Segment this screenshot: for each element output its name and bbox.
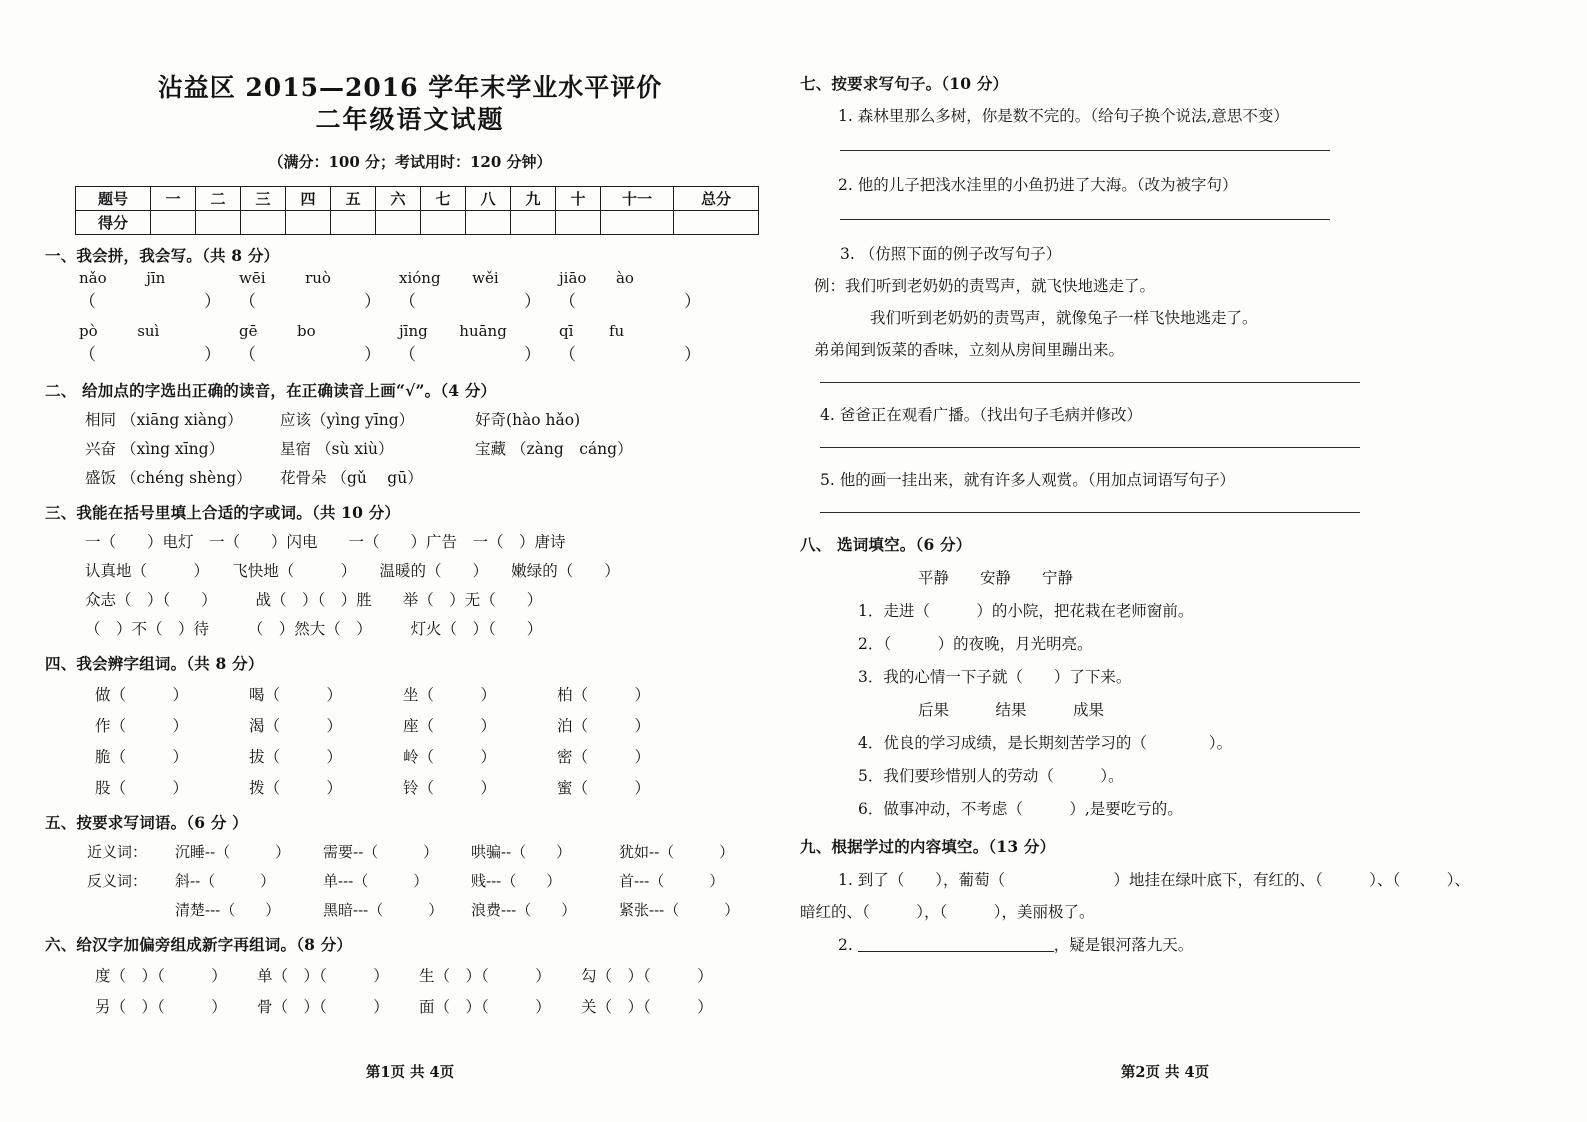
charword-item[interactable]: 作（ ） <box>95 716 189 735</box>
section-9-heading: 九、根据学过的内容填空。（13 分） <box>800 837 1056 856</box>
score-table <box>75 186 759 235</box>
pron-word: 应该 <box>280 410 312 429</box>
pinyin-syllable: nǎo <box>79 268 107 287</box>
score-cell-5[interactable] <box>331 210 376 234</box>
charword-item[interactable]: 渴（ ） <box>249 716 343 735</box>
pron-options[interactable]: （xiāng xiàng） <box>120 410 243 429</box>
score-cell-6[interactable] <box>376 210 421 234</box>
section-4-row <box>95 776 775 798</box>
radical-item[interactable]: 单（ ）（ ） <box>257 966 389 985</box>
radical-item[interactable]: 勾（ ）（ ） <box>581 966 713 985</box>
close-paren: ） <box>684 344 701 365</box>
score-cell-2[interactable] <box>196 210 241 234</box>
q2-text: ，疑是银河落九天。 <box>1053 936 1194 954</box>
pron-options[interactable]: (hào hǎo) <box>506 410 581 429</box>
open-paren: （ <box>399 291 416 312</box>
answer-line[interactable] <box>820 512 1360 513</box>
section-7-q4: 4. 爸爸正在观看广播。（找出句子毛病并修改） <box>820 406 1142 424</box>
score-col-5: 五 <box>331 186 376 210</box>
pinyin-syllable: jīng <box>399 321 428 340</box>
antonym-label: 反义词： <box>87 871 148 890</box>
pinyin-group-6 <box>239 322 399 340</box>
antonym-label-cont <box>87 899 175 920</box>
answer-line[interactable] <box>820 382 1360 383</box>
score-table-value-row <box>76 210 759 234</box>
pron-word: 兴奋 <box>85 439 117 458</box>
pronunciation-item[interactable] <box>280 437 475 459</box>
section-8-q1[interactable]: 1．走进（ ）的小院，把花栽在老师窗前。 <box>858 602 1194 620</box>
pron-options[interactable]: （gǔ gū） <box>331 468 423 487</box>
close-paren: ） <box>364 344 381 365</box>
answer-blank[interactable] <box>79 287 239 312</box>
pron-word: 宝藏 <box>475 439 507 458</box>
score-col-3: 三 <box>241 186 286 210</box>
pinyin-syllable: xióng <box>399 268 441 287</box>
synonym-item[interactable]: 沉睡--（ ） <box>175 842 291 861</box>
pinyin-syllable: jīn <box>146 268 166 287</box>
pron-options[interactable]: （chéng shèng） <box>120 468 252 487</box>
open-paren: （ <box>79 291 96 312</box>
answer-blank[interactable] <box>79 340 239 365</box>
charword-item[interactable]: 股（ ） <box>95 778 189 797</box>
pronunciation-row <box>85 466 775 488</box>
antonym-item[interactable]: 单---（ ） <box>323 871 429 890</box>
open-paren: （ <box>399 344 416 365</box>
pinyin-syllable: pò <box>79 321 98 340</box>
section-4-row <box>95 745 775 767</box>
left-column <box>45 0 775 1122</box>
pron-word: 星宿 <box>280 439 312 458</box>
pinyin-syllable: suì <box>137 321 160 340</box>
section-8-word-bank-2: 后果 结果 成果 <box>918 701 1105 719</box>
pron-word: 相同 <box>85 410 117 429</box>
pinyin-syllable: ruò <box>305 268 331 287</box>
pinyin-syllable: jiāo <box>559 268 587 287</box>
page-subtitle: 二年级语文试题 <box>315 105 505 134</box>
pinyin-syllable: ào <box>615 268 634 287</box>
pinyin-syllable: fu <box>608 321 625 340</box>
section-4-heading: 四、我会辨字组词。（共 8 分） <box>45 653 264 673</box>
charword-item[interactable]: 座（ ） <box>403 716 497 735</box>
q2-number: 2. <box>838 936 853 954</box>
radical-item[interactable]: 面（ ）（ ） <box>419 997 551 1016</box>
pron-word: 盛饭 <box>85 468 117 487</box>
close-paren: ） <box>684 291 701 312</box>
pinyin-group-2 <box>239 269 399 287</box>
section-9-q2[interactable] <box>838 933 1530 955</box>
answer-paren-row-2 <box>79 340 775 365</box>
antonym-item[interactable]: 斜--（ ） <box>175 871 276 890</box>
section-8-q5[interactable]: 5．我们要珍惜别人的劳动（ ）。 <box>858 767 1124 785</box>
charword-item[interactable]: 做（ ） <box>95 685 189 704</box>
section-6-heading: 六、给汉字加偏旁组成新字再组词。（8 分） <box>45 934 353 954</box>
score-cell-4[interactable] <box>286 210 331 234</box>
section-8-q6[interactable]: 6．做事冲动，不考虑（ ）,是要吃亏的。 <box>858 800 1183 818</box>
section-5-row <box>87 870 775 891</box>
score-cell-11[interactable] <box>601 210 674 234</box>
pron-options[interactable]: （yìng yīng） <box>311 410 415 429</box>
pinyin-syllable: qī <box>559 321 574 340</box>
section-2-heading: 二、 给加点的字选出正确的读音，在正确读音上画“√”。（4 分） <box>45 380 497 400</box>
answer-line[interactable] <box>820 447 1360 448</box>
radical-item[interactable]: 度（ ）（ ） <box>95 966 227 985</box>
pronunciation-item[interactable] <box>475 408 670 430</box>
section-8-q2[interactable]: 2．（ ）的夜晚，月光明亮。 <box>858 635 1093 653</box>
open-paren: （ <box>559 344 576 365</box>
pronunciation-item[interactable] <box>280 408 475 430</box>
pronunciation-item[interactable] <box>85 408 280 430</box>
answer-blank[interactable] <box>239 340 399 365</box>
open-paren: （ <box>79 344 96 365</box>
section-4-row <box>95 683 775 705</box>
synonym-item[interactable]: 犹如--（ ） <box>619 842 735 861</box>
charword-item[interactable]: 喝（ ） <box>249 685 343 704</box>
score-table-row-label-1: 题号 <box>76 186 151 210</box>
score-col-4: 四 <box>286 186 331 210</box>
page-title: 沾益区 2015—2016 学年末学业水平评价 <box>157 73 663 102</box>
antonym-item[interactable]: 清楚---（ ） <box>175 900 281 919</box>
section-6-row <box>95 964 775 986</box>
answer-blank-underline[interactable] <box>858 936 1054 952</box>
pron-options[interactable]: （sù xiù） <box>315 439 394 458</box>
pinyin-group-4 <box>559 269 719 287</box>
section-1-heading: 一、我会拼，我会写。（共 8 分） <box>45 245 280 265</box>
charword-item[interactable]: 拨（ ） <box>249 778 343 797</box>
pinyin-row-1 <box>79 269 775 287</box>
score-col-7: 七 <box>421 186 466 210</box>
score-cell-8[interactable] <box>466 210 511 234</box>
radical-item[interactable]: 骨（ ）（ ） <box>257 997 389 1016</box>
answer-paren-row-1 <box>79 287 775 312</box>
answer-blank[interactable] <box>399 287 559 312</box>
score-col-11: 十一 <box>601 186 674 210</box>
close-paren: ） <box>204 344 221 365</box>
pron-options[interactable]: （xìng xīng） <box>120 439 225 458</box>
section-7-q1: 1. 森林里那么多树，你是数不完的。（给句子换个说法,意思不变） <box>838 107 1289 125</box>
exam-meta: （满分：100 分；考试用时：120 分钟） <box>268 152 552 171</box>
section-7-q5: 5. 他的画一挂出来，就有许多人观赏。（用加点词语写句子） <box>820 471 1235 489</box>
section-6-row <box>95 995 775 1017</box>
radical-item[interactable]: 关（ ）（ ） <box>581 997 713 1016</box>
score-cell-total[interactable] <box>674 210 759 234</box>
radical-item[interactable]: 另（ ）（ ） <box>95 997 227 1016</box>
pronunciation-row <box>85 408 775 430</box>
answer-blank[interactable] <box>559 287 719 312</box>
radical-item[interactable]: 生（ ）（ ） <box>419 966 551 985</box>
section-4-row <box>95 714 775 736</box>
section-7-q3-task: 弟弟闻到饭菜的香味，立刻从房间里蹦出来。 <box>814 341 1125 359</box>
pron-options[interactable]: （zàng cáng） <box>510 439 633 458</box>
open-paren: （ <box>239 344 256 365</box>
section-3-line[interactable]: 一（ ）电灯 一（ ）闪电 一（ ）广告 一（ ）唐诗 <box>85 532 566 551</box>
score-cell-3[interactable] <box>241 210 286 234</box>
section-7-q3-prompt: 3. （仿照下面的例子改写句子） <box>840 245 1062 263</box>
antonym-item[interactable]: 浪费---（ ） <box>471 900 577 919</box>
close-paren: ） <box>524 344 541 365</box>
close-paren: ） <box>364 291 381 312</box>
section-3-heading: 三、我能在括号里填上合适的字或词。（共 10 分） <box>45 502 401 522</box>
charword-item[interactable]: 泊（ ） <box>557 716 651 735</box>
pinyin-syllable: bo <box>297 321 316 340</box>
synonym-label: 近义词： <box>87 842 148 861</box>
section-7-q3-example-answer: 我们听到老奶奶的责骂声，就像兔子一样飞快地逃走了。 <box>870 309 1258 327</box>
charword-item[interactable]: 密（ ） <box>557 747 651 766</box>
answer-blank[interactable] <box>559 340 719 365</box>
synonym-item[interactable]: 需要--（ ） <box>323 842 439 861</box>
score-cell-9[interactable] <box>511 210 556 234</box>
open-paren: （ <box>559 291 576 312</box>
close-paren: ） <box>524 291 541 312</box>
pronunciation-row <box>85 437 775 459</box>
score-col-9: 九 <box>511 186 556 210</box>
section-5-row <box>87 899 775 920</box>
section-3-line[interactable]: 认真地（ ） 飞快地（ ） 温暖的（ ） 嫩绿的（ ） <box>85 561 620 580</box>
charword-item[interactable]: 岭（ ） <box>403 747 497 766</box>
charword-item[interactable]: 蜜（ ） <box>557 778 651 797</box>
score-cell-7[interactable] <box>421 210 466 234</box>
pinyin-syllable: gē <box>239 321 258 340</box>
score-cell-10[interactable] <box>556 210 601 234</box>
section-9-q1-line1[interactable]: 1. 到了（ ），葡萄（ ）地挂在绿叶底下，有红的、（ ）、（ ）、 <box>838 871 1470 889</box>
charword-item[interactable]: 拔（ ） <box>249 747 343 766</box>
section-8-q3[interactable]: 3．我的心情一下子就（ ）了下来。 <box>858 668 1132 686</box>
page-footer-left: 第1页 共 4页 <box>365 1064 455 1081</box>
pinyin-group-1 <box>79 269 239 287</box>
antonym-item[interactable]: 紧张---（ ） <box>619 900 740 919</box>
pinyin-syllable: wěi <box>472 268 499 287</box>
pinyin-group-5 <box>79 322 239 340</box>
section-7-q3-example-label: 例：我们听到老奶奶的责骂声，就飞快地逃走了。 <box>814 277 1156 295</box>
antonym-item[interactable]: 贱---（ ） <box>471 871 562 890</box>
section-3-line[interactable]: 众志（ ）（ ） 战（ ）（ ）胜 举（ ）无（ ） <box>85 590 543 609</box>
score-cell-1[interactable] <box>151 210 196 234</box>
section-7-q2: 2. 他的儿子把浅水洼里的小鱼扔进了大海。（改为被字句） <box>838 176 1238 194</box>
charword-item[interactable]: 脆（ ） <box>95 747 189 766</box>
score-col-6: 六 <box>376 186 421 210</box>
section-8-heading: 八、 选词填空。（6 分） <box>800 535 972 554</box>
pron-word: 好奇 <box>475 410 507 429</box>
close-paren: ） <box>204 291 221 312</box>
score-col-10: 十 <box>556 186 601 210</box>
pronunciation-item[interactable] <box>85 437 280 459</box>
answer-line[interactable] <box>840 150 1330 151</box>
right-column <box>800 0 1530 1122</box>
section-5-heading: 五、按要求写词语。（6 分 ） <box>45 812 248 832</box>
section-9-q1-line2[interactable]: 暗红的、（ ），（ ），美丽极了。 <box>800 903 1095 921</box>
score-col-1: 一 <box>151 186 196 210</box>
answer-blank[interactable] <box>239 287 399 312</box>
charword-item[interactable]: 坐（ ） <box>403 685 497 704</box>
answer-blank[interactable] <box>399 340 559 365</box>
pinyin-group-8 <box>559 322 719 340</box>
charword-item[interactable]: 铃（ ） <box>403 778 497 797</box>
score-table-row-label-2: 得分 <box>76 210 151 234</box>
section-8-q4[interactable]: 4．优良的学习成绩，是长期刻苦学习的（ ）。 <box>858 734 1233 752</box>
antonym-item[interactable]: 黑暗---（ ） <box>323 900 444 919</box>
pronunciation-item[interactable] <box>475 437 670 459</box>
section-8-word-bank-1: 平静 安静 宁静 <box>918 569 1074 587</box>
antonym-item[interactable]: 首---（ ） <box>619 871 725 890</box>
pinyin-row-2 <box>79 322 775 340</box>
charword-item[interactable]: 柏（ ） <box>557 685 651 704</box>
score-table-header-row <box>76 186 759 210</box>
section-5-row <box>87 841 775 862</box>
score-col-2: 二 <box>196 186 241 210</box>
score-total-label: 总分 <box>674 186 759 210</box>
pinyin-syllable: wēi <box>239 268 266 287</box>
pronunciation-item[interactable] <box>85 466 280 488</box>
synonym-item[interactable]: 哄骗--（ ） <box>471 842 572 861</box>
section-3-line[interactable]: （ ）不（ ）待 （ ）然大（ ） 灯火（ ）（ ） <box>85 619 543 638</box>
open-paren: （ <box>239 291 256 312</box>
section-7-heading: 七、按要求写句子。（10 分） <box>800 74 1009 93</box>
score-col-8: 八 <box>466 186 511 210</box>
answer-line[interactable] <box>840 219 1330 220</box>
pinyin-group-3 <box>399 269 559 287</box>
pinyin-syllable: huāng <box>459 321 507 340</box>
pron-word: 花骨朵 <box>280 468 327 487</box>
pinyin-group-7 <box>399 322 559 340</box>
page-footer-right: 第2页 共 4页 <box>1120 1064 1210 1081</box>
pronunciation-item[interactable] <box>280 466 475 488</box>
